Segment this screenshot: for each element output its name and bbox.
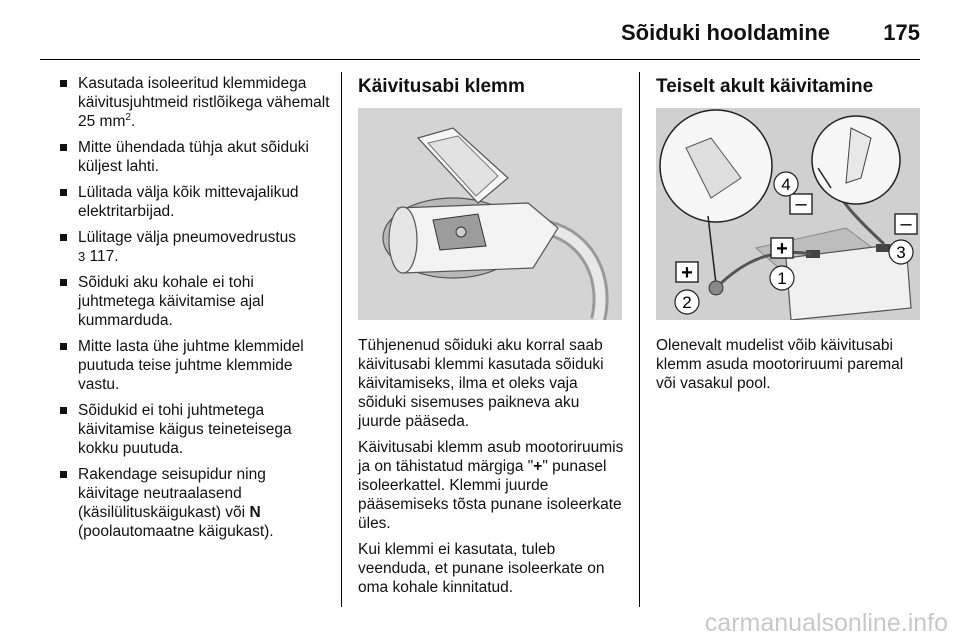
page-number: 175	[883, 20, 920, 45]
list-item: Sõiduki aku kohale ei tohi juhtmetega käivitamise ajal kummarduda.	[60, 273, 330, 330]
precaution-list	[60, 74, 330, 541]
page-ref-link[interactable]: 117.	[89, 248, 119, 265]
paragraph: Tühjenenud sõiduki aku korral saab käivitusabi klemmi kasutada sõiduki käivitamiseks, ilma et oleks vaja sõiduki sisemuses paikneva aku juurde pääseda.	[358, 337, 604, 430]
list-item: Lülitada välja kõik mittevajalikud elektritarbijad.	[60, 183, 330, 221]
minus-callout: –	[900, 213, 912, 235]
callout-2: 2	[682, 293, 692, 312]
paragraph: Olenevalt mudelist võib käivitusabi klemm asuda mootoriruumi paremal või vasakul pool.	[656, 337, 904, 392]
list-item: Kasutada isoleeritud klemmidega käivitusjuhtmeid ristlõikega vähemalt 25 $mm^2$.	[60, 74, 330, 131]
list-item: Mitte ühendada tühja akut sõiduki küljest lahti.	[60, 138, 330, 176]
list-item: Mitte lasta ühe juhtme klemmidel puutuda teise juhtme klemmide vastu.	[60, 337, 330, 394]
section-heading-jump-terminal: Käivitusabi klemm	[358, 76, 525, 97]
paragraph: Kui klemmi ei kasutata, tuleb veenduda, et punane isoleerkate on oma kohale kinnitatud.	[358, 541, 605, 596]
header-rule	[40, 59, 920, 60]
column-divider-right	[639, 72, 640, 607]
page-header	[40, 14, 920, 60]
callout-4: 4	[781, 175, 791, 194]
engine-bay-drawing	[656, 108, 920, 320]
section-title: Sõiduki hooldamine	[620, 20, 830, 45]
plus-callout: +	[776, 238, 788, 260]
column-divider-left	[341, 72, 342, 607]
left-column	[60, 74, 330, 548]
callout-3: 3	[896, 243, 906, 262]
plus-symbol-icon: +	[533, 458, 543, 475]
list-item: Lülitage välja pneumovedrustus 3 117.	[60, 228, 330, 266]
section-heading-jump-start: Teiselt akult käivitamine	[656, 76, 874, 97]
jump-terminal-drawing	[358, 108, 622, 320]
right-column	[656, 74, 924, 400]
callout-1: 1	[777, 269, 787, 288]
jump-start-illustration	[656, 108, 920, 320]
minus-callout: –	[795, 193, 807, 215]
list-item: Rakendage seisupidur ning käivitage neutraalasend (käsilülituskäigukast) või N (poolautomaatne käigukast).	[60, 465, 330, 541]
page-ref-arrow: 3	[78, 249, 86, 264]
jump-terminal-illustration	[358, 108, 622, 320]
paragraph: Käivitusabi klemm asub mootoriruumis ja on tähistatud märgiga "+" punasel isoleerkattel. Klemmi juurde pääsemiseks tõsta punane isoleerkate üles.	[358, 439, 624, 532]
middle-column	[358, 74, 626, 604]
list-item: Sõidukid ei tohi juhtmetega käivitamise käigus teineteisega kokku puutuda.	[60, 401, 330, 458]
plus-callout: +	[681, 262, 693, 284]
watermark: carmanualsonline.info	[704, 609, 948, 637]
